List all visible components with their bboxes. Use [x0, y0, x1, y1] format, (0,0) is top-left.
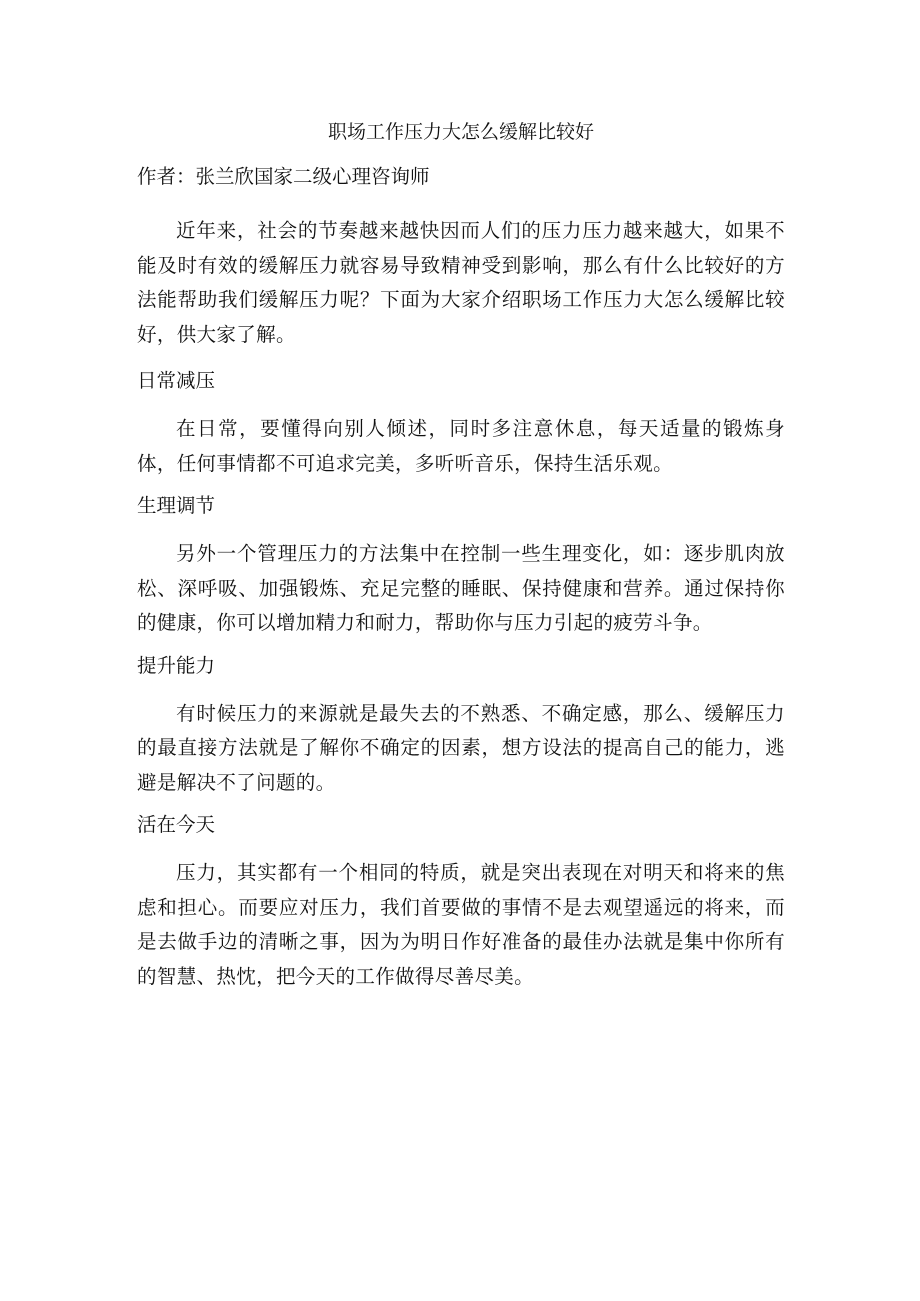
- section-heading: 日常减压: [137, 369, 216, 392]
- section-body: 压力，其实都有一个相同的特质，就是突出表现在对明天和将来的焦虑和担心。而要应对压力，我们首要做的事情不是去观望遥远的将来，而是去做手边的清晰之事，因为为明日作好准备的最佳办法就是集中你所有的智慧、热忱，把今天的工作做得尽善尽美。: [137, 861, 785, 988]
- section-physiological-adjustment: [137, 491, 785, 641]
- section-body: 有时候压力的来源就是最失去的不熟悉、不确定感，那么、缓解压力的最直接方法就是了解你不确定的因素，想方设法的提高自己的能力，逃避是解决不了问题的。: [137, 701, 785, 794]
- section-heading: 生理调节: [137, 494, 216, 517]
- document-content: [137, 118, 785, 1004]
- document-title: 职场工作压力大怎么缓解比较好: [327, 121, 594, 143]
- section-body: 另外一个管理压力的方法集中在控制一些生理变化，如：逐步肌肉放松、深呼吸、加强锻炼、充足完整的睡眠、保持健康和营养。通过保持你的健康，你可以增加精力和耐力，帮助你与压力引起的疲劳斗争。: [137, 542, 785, 634]
- section-live-today: [137, 810, 785, 994]
- section-body: 在日常，要懂得向别人倾述，同时多注意休息，每天适量的锻炼身体，任何事情都不可追求完美，多听听音乐，保持生活乐观。: [137, 417, 785, 475]
- section-improve-ability: [137, 651, 785, 801]
- intro-paragraph: 近年来，社会的节奏越来越快因而人们的压力压力越来越大，如果不能及时有效的缓解压力就容易导致精神受到影响，那么有什么比较好的方法能帮助我们缓解压力呢？下面为大家介绍职场工作压力大怎么缓解比较好，供大家了解。: [137, 219, 785, 346]
- section-heading: 活在今天: [137, 813, 216, 836]
- section-heading: 提升能力: [137, 653, 216, 677]
- author-line: 作者：张兰欣国家二级心理咨询师: [137, 165, 430, 188]
- section-daily-relief: [137, 366, 785, 481]
